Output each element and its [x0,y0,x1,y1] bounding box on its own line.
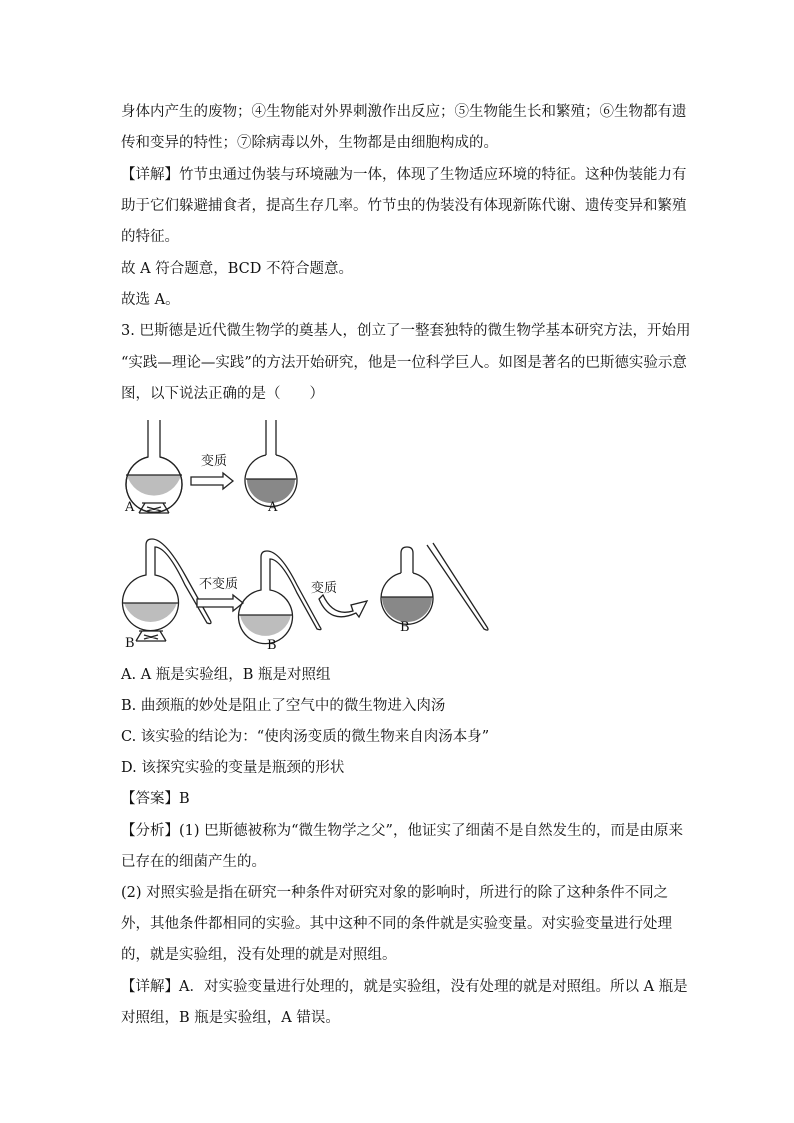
option-c: C. 该实验的结论为：“使肉汤变质的微生物来自肉汤本身” [121,729,490,745]
option-d: D. 该探究实验的变量是瓶颈的形状 [121,760,345,776]
detail-line: 对照组，B 瓶是实验组，A 错误。 [121,1010,340,1026]
arrow-3-label: 变质 [311,581,338,596]
flask-b3-label: B [400,620,410,635]
pasteur-experiment-diagram [115,415,505,655]
detail-line: 【详解】A．对实验变量进行处理的，就是实验组，没有处理的就是对照组。所以 A 瓶是 [121,979,688,995]
broken-neck-tube [427,543,488,630]
answer-line: 【答案】B [121,791,190,807]
flask-b-unspoiled [238,551,321,644]
flask-b-label: B [125,636,135,651]
analysis-line: (2) 对照实验是指在研究一种条件对研究对象的影响时，所进行的除了这种条件不同之 [121,885,669,901]
text-line: 【详解】竹节虫通过伪装与环境融为一体，体现了生物适应环境的特征。这种伪装能力有 [121,167,687,183]
arrow-2-label: 不变质 [199,577,239,592]
text-line: 故 A 符合题意，BCD 不符合题意。 [121,261,353,277]
flask-a-heated [126,420,182,513]
option-a: A. A 瓶是实验组，B 瓶是对照组 [121,667,331,683]
analysis-line: 【分析】(1) 巴斯德被称为“微生物学之父”，他证实了细菌不是自然发生的，而是由原来 [121,823,683,839]
question-3-stem: “实践—理论—实践”的方法开始研究，他是一位科学巨人。如图是著名的巴斯德实验示意 [121,355,687,371]
flask-b2-label: B [267,638,277,653]
arrow-1-label: 变质 [201,454,228,469]
flask-b-spoiled [381,547,433,624]
text-line: 的特征。 [121,229,179,245]
flask-a-label: A [125,500,135,515]
flask-b-heated [123,539,212,641]
text-line: 助于它们躲避捕食者，提高生存几率。竹节虫的伪装没有体现新陈代谢、遗传变异和繁殖 [121,198,687,214]
flask-a2-label: A [268,500,278,515]
option-b: B. 曲颈瓶的妙处是阻止了空气中的微生物进入肉汤 [121,698,446,714]
text-line: 身体内产生的废物；④生物能对外界刺激作出反应；⑤生物能生长和繁殖；⑥生物都有遗 [121,104,687,120]
arrow-3 [319,595,367,617]
flask-a-spoiled [245,420,297,507]
text-line: 故选 A。 [121,292,180,308]
analysis-line: 已存在的细菌产生的。 [121,854,266,870]
analysis-line: 外，其他条件都相同的实验。其中这种不同的条件就是实验变量。对实验变量进行处理 [121,916,672,932]
arrow-1 [191,473,233,489]
analysis-line: 的，就是实验组，没有处理的就是对照组。 [121,947,397,963]
text-line: 传和变异的特性；⑦除病毒以外，生物都是由细胞构成的。 [121,135,498,151]
question-3-stem: 3. 巴斯德是近代微生物学的奠基人，创立了一整套独特的微生物学基本研究方法，开始用 [121,323,691,339]
question-3-stem: 图，以下说法正确的是（ ） [121,386,324,402]
